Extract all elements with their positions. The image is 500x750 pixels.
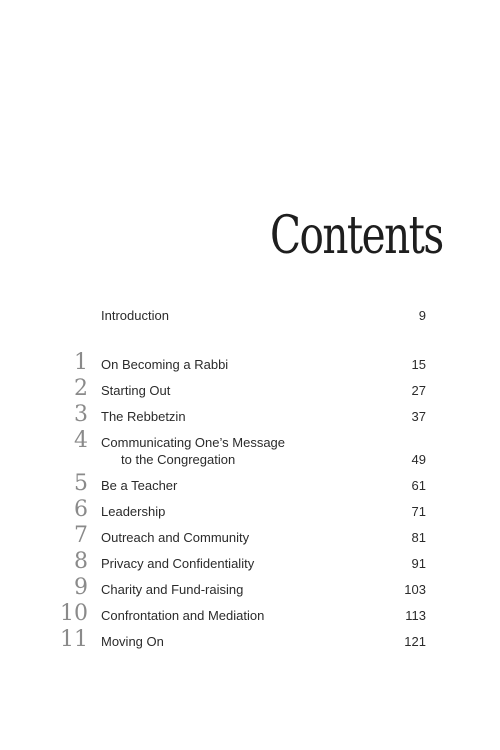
page-number: 71	[411, 504, 426, 519]
chapter-title: The Rebbetzin	[101, 409, 186, 424]
chapter-number: 2	[74, 376, 88, 401]
page-number: 37	[411, 409, 426, 424]
page-number: 15	[411, 357, 426, 372]
chapter-title: Moving On	[101, 634, 164, 649]
page-number: 113	[405, 608, 426, 623]
page-number: 121	[404, 634, 426, 649]
chapter-title: Introduction	[101, 308, 169, 323]
chapter-title: Confrontation and Mediation	[101, 608, 265, 623]
chapter-number: 7	[74, 523, 88, 548]
chapter-title: Privacy and Confidentiality	[101, 556, 255, 571]
chapter-title: Starting Out	[101, 383, 171, 398]
page-title: Contents	[270, 206, 443, 266]
page-number: 103	[404, 582, 426, 597]
chapter-number: 5	[74, 471, 88, 496]
chapter-number: 3	[74, 402, 88, 427]
page-number: 61	[411, 478, 426, 493]
page-number: 27	[411, 383, 426, 398]
chapter-title: Outreach and Community	[101, 530, 250, 545]
chapter-title: Leadership	[101, 504, 166, 519]
chapter-number: 8	[74, 549, 88, 574]
chapter-number: 11	[60, 627, 88, 652]
page-number: 9	[418, 308, 426, 323]
chapter-title-continuation: to the Congregation	[121, 452, 236, 467]
chapter-title: On Becoming a Rabbi	[101, 357, 229, 372]
chapter-title: Charity and Fund-raising	[101, 582, 244, 597]
page-number: 49	[411, 452, 426, 467]
page-number: 81	[411, 530, 426, 545]
chapter-title: Be a Teacher	[101, 478, 178, 493]
chapter-number: 10	[60, 601, 88, 626]
chapter-number: 1	[74, 350, 88, 375]
chapter-number: 4	[74, 428, 88, 453]
chapter-title: Communicating One’s Message to the Congregation	[101, 434, 401, 468]
page-number: 91	[411, 556, 426, 571]
chapter-number: 6	[74, 497, 88, 522]
chapter-number: 9	[74, 575, 88, 600]
